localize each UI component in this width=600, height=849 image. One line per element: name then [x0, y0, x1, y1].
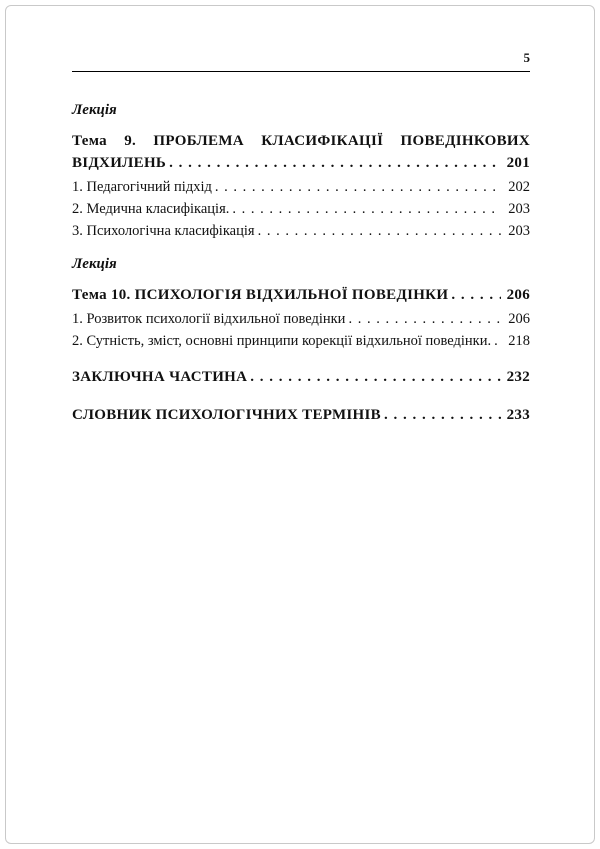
toc-entry [72, 176, 530, 198]
page-number: 5 [523, 50, 530, 65]
entry-title: 2. Медична класифікація. [72, 201, 230, 217]
dot-leader [451, 284, 501, 306]
entry-page: 232 [506, 369, 530, 385]
toc-entry [72, 308, 530, 330]
section-label-lecture-2: Лекція [72, 256, 117, 272]
entry-page: 201 [506, 155, 530, 171]
toc-content [72, 50, 530, 426]
entry-page: 206 [506, 287, 530, 303]
header-rule [72, 71, 530, 72]
book-page [5, 5, 595, 844]
entry-page: 233 [506, 407, 530, 423]
toc-entry-theme-9 [72, 130, 530, 174]
section-label-lecture-1: Лекція [72, 102, 117, 118]
dot-leader [232, 198, 501, 220]
theme-9-title-line1: Тема 9. ПРОБЛЕМА КЛАСИФІКАЦІЇ ПОВЕДІНКОВИХ [72, 133, 530, 149]
toc-entry [72, 330, 530, 352]
dot-leader [348, 308, 501, 330]
entry-title: СЛОВНИК ПСИХОЛОГІЧНИХ ТЕРМІНІВ [72, 407, 381, 423]
dot-leader [384, 404, 501, 426]
toc-entry [72, 220, 530, 242]
entry-title: 1. Розвиток психології відхильної поведінки [72, 311, 346, 327]
entry-title: 3. Психологічна класифікація [72, 223, 255, 239]
entry-page: 206 [508, 311, 530, 327]
entry-title: ЗАКЛЮЧНА ЧАСТИНА [72, 369, 248, 385]
toc-entry-theme-10 [72, 284, 530, 306]
entry-page: 218 [508, 333, 530, 349]
dot-leader [258, 220, 501, 242]
entry-title: 2. Сутність, зміст, основні принципи корекції відхильної поведінки. [72, 333, 492, 349]
entry-page: 203 [508, 223, 530, 239]
toc-entry-conclusion [72, 366, 530, 388]
dot-leader [215, 176, 501, 198]
theme-9-title-line2: ВІДХИЛЕНЬ [72, 155, 167, 171]
dot-leader [169, 152, 501, 174]
entry-page: 203 [508, 201, 530, 217]
theme-10-items [72, 308, 530, 352]
toc-entry [72, 198, 530, 220]
theme-10-title: Тема 10. ПСИХОЛОГІЯ ВІДХИЛЬНОЇ ПОВЕДІНКИ [72, 287, 449, 303]
theme-9-items [72, 176, 530, 242]
toc-entry-glossary [72, 404, 530, 426]
entry-title: 1. Педагогічний підхід [72, 179, 212, 195]
theme-9-title-line2-row [72, 152, 530, 174]
dot-leader [494, 330, 501, 352]
entry-page: 202 [508, 179, 530, 195]
dot-leader [250, 366, 501, 388]
